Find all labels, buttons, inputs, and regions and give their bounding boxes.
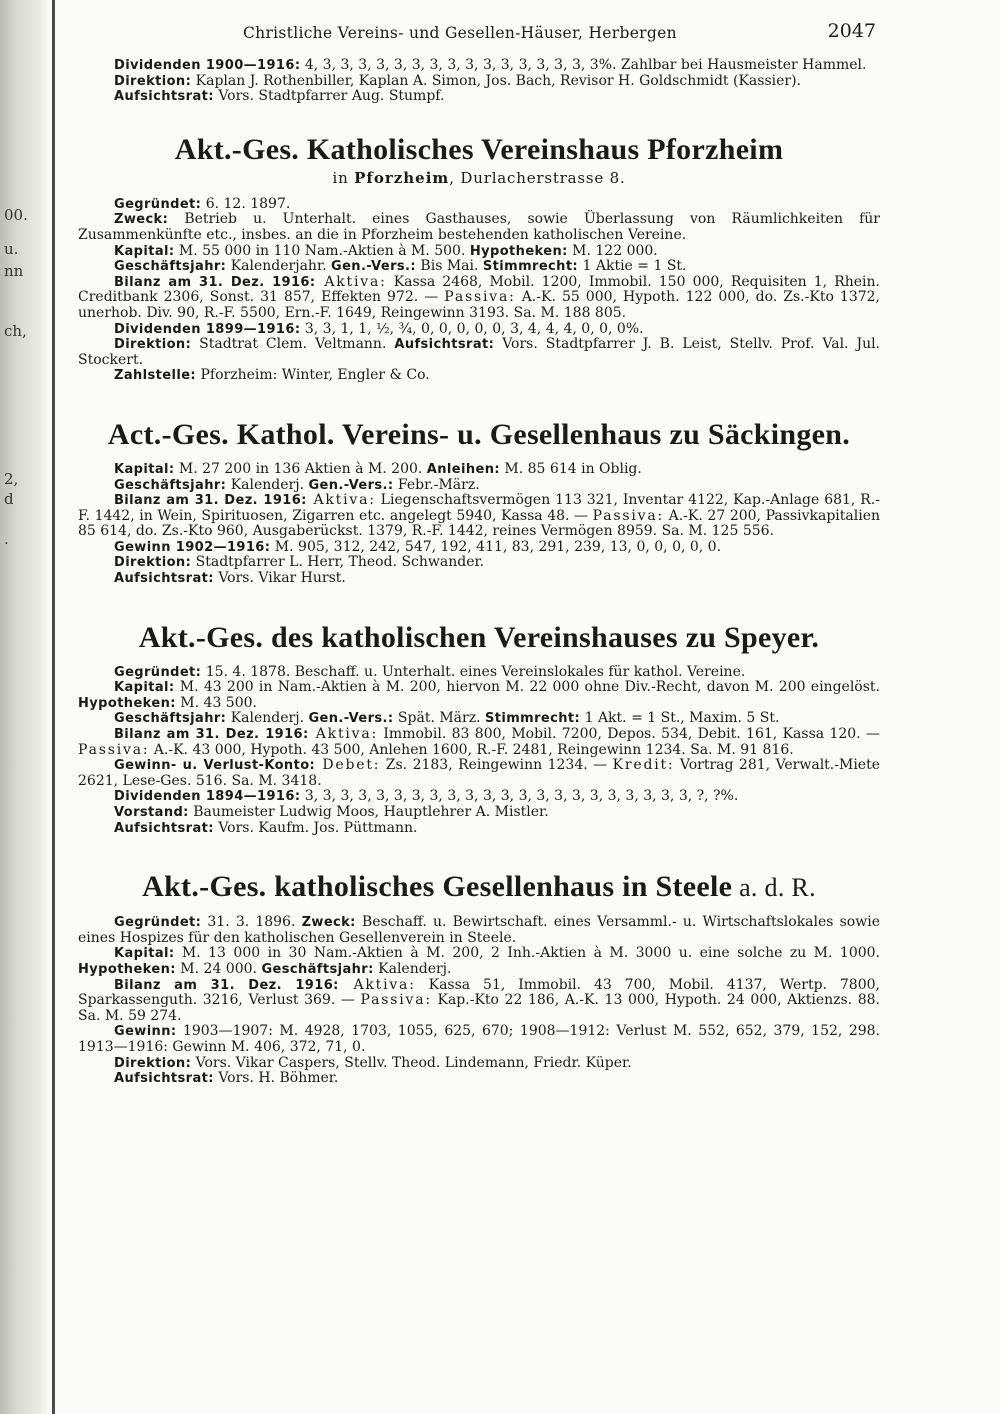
entry-line: Geschäftsjahr: Kalenderj. Gen.-Vers.: Febr.-März. — [114, 476, 480, 493]
entry-line: Kapital: M. 55 000 in 110 Nam.-Aktien à M. 500. Hypotheken: M. 122 000. — [114, 242, 658, 259]
entry-speyer — [78, 621, 880, 837]
binding-line — [52, 0, 55, 1414]
margin-fragment: d — [4, 490, 14, 508]
entry-title: Akt.-Ges. des katholischen Vereinshauses zu Speyer. — [138, 620, 820, 654]
margin-fragment: 2, — [4, 470, 19, 488]
entry-line: Bilanz am 31. Dez. 1916: Aktiva: Kassa 51, Immobil. 43 700, Mobil. 4137, Wertp. 7800, Sparkassenguth. 3216, Verlust 369. — Passiva: Kap.-Kto 22 186, A.-K. 13 000, Hypoth. 24 000, Aktienzs. 88. Sa. M. 59 274. — [78, 976, 880, 1024]
entry-saeckingen — [78, 418, 880, 587]
running-header — [78, 18, 880, 50]
entry-line: Dividenden 1900—1916: 4, 3, 3, 3, 3, 3, 3, 3, 3, 3, 3, 3, 3, 3, 3, 3, 3%. Zahlbar bei Hausmeister Hammel. — [114, 57, 867, 73]
entry-title: Act.-Ges. Kathol. Vereins- u. Gesellenhaus zu Säckingen. — [107, 417, 851, 451]
entry-line: Aufsichtsrat: Vors. Kaufm. Jos. Püttmann. — [114, 819, 418, 836]
entry-line: Gewinn- u. Verlust-Konto: Debet: Zs. 2183, Reingewinn 1234. — Kredit: Vortrag 281, Verwalt.-Miete 2621, Lese-Ges. 516. Sa. M. 3418. — [78, 757, 880, 789]
entry-line: Direktion: Vors. Vikar Caspers, Stellv. Theod. Lindemann, Friedr. Küper. — [114, 1054, 632, 1071]
margin-fragment: 00. — [4, 206, 28, 224]
margin-fragment: ch, — [4, 322, 27, 340]
entry-line: Bilanz am 31. Dez. 1916: Aktiva: Immobil. 83 800, Mobil. 7200, Depos. 534, Debit. 161, Kassa 120. — Passiva: A.-K. 43 000, Hypoth. 43 500, Anlehen 1600, R.-F. 2481, Reingewinn 1234. Sa. M. 91 816. — [78, 726, 880, 758]
running-title: Christliche Vereins- und Gesellen-Häuser, Herbergen — [243, 24, 677, 42]
entry-line: Vorstand: Baumeister Ludwig Moos, Hauptlehrer A. Mistler. — [114, 804, 549, 820]
entry-line: Zweck: Betrieb u. Unterhalt. eines Gasthauses, sowie Überlassung von Räumlichkeiten für Zusammenkünfte etc., insbes. an die in Pforzheim bestehenden katholischen Vereine. — [78, 211, 880, 243]
entry-line: Dividenden 1899—1916: 3, 3, 1, 1, ½, ¾, 0, 0, 0, 0, 0, 3, 4, 4, 4, 0, 0, 0%. — [114, 320, 644, 337]
entry-line: Direktion: Kaplan J. Rothenbiller, Kaplan A. Simon, Jos. Bach, Revisor H. Goldschmidt (Kassier). — [114, 72, 802, 89]
margin-fragment: nn — [4, 262, 24, 280]
page-number: 2047 — [827, 20, 876, 42]
entry-line: Zahlstelle: Pforzheim: Winter, Engler & Co. — [114, 367, 430, 384]
margin-fragment: . — [4, 530, 9, 548]
entry-line: Bilanz am 31. Dez. 1916: Aktiva: Liegenschaftsvermögen 113 321, Inventar 4122, Kap.-Anlage 681, R.-F. 1442, in Wein, Spirituosen, Zigarren etc. angelegt 5940, Kassa 48. — Passiva: A.-K. 27 200, Passivkapitalien 85 614, do. Zs.-Kto 960, Ausgaberückst. 1379, R.-F. 1442, reines Vermögen 8959. Sa. M. 125 556. — [78, 492, 880, 540]
entry-line: Gegründet: 6. 12. 1897. — [114, 195, 291, 212]
entry-line: Gegründet: 15. 4. 1878. Beschaff. u. Unterhalt. eines Vereinslokales für kathol. Vereine. — [114, 663, 746, 680]
entry-line: Aufsichtsrat: Vors. Stadtpfarrer Aug. Stumpf. — [114, 88, 445, 105]
entry-line: Direktion: Stadtpfarrer L. Herr, Theod. Schwander. — [114, 554, 485, 571]
entry-title: Akt.-Ges. katholisches Gesellenhaus in Steele a. d. R. — [142, 870, 816, 904]
entry-line: Aufsichtsrat: Vors. H. Böhmer. — [114, 1070, 339, 1087]
entry-pforzheim — [78, 133, 880, 384]
entry-line: Geschäftsjahr: Kalenderj. Gen.-Vers.: Spät. März. Stimmrecht: 1 Akt. = 1 St., Maxim. 5 St. — [114, 710, 780, 727]
entry-line: Aufsichtsrat: Vors. Vikar Hurst. — [114, 570, 346, 587]
entry-line: Dividenden 1894—1916: 3, 3, 3, 3, 3, 3, 3, 3, 3, 3, 3, 3, 3, 3, 3, 3, 3, 3, 3, 3, 3, 3, ?, ?%. — [114, 788, 739, 805]
entry-continuation — [78, 58, 880, 105]
entry-line: Gegründet: 31. 3. 1896. Zweck: Beschaff. u. Bewirtschaft. eines Versamml.- u. Wirtschaftslokales sowie eines Hospizes für den katholischen Gesellenverein in Steele. — [78, 914, 880, 946]
entry-steele — [78, 870, 880, 1087]
entry-subtitle: in Pforzheim, Durlacherstrasse 8. — [332, 168, 626, 187]
entry-line: Kapital: M. 27 200 in 136 Aktien à M. 200. Anleihen: M. 85 614 in Oblig. — [114, 460, 642, 477]
margin-fragment: u. — [4, 240, 19, 258]
entry-line: Gewinn 1902—1916: M. 905, 312, 242, 547, 192, 411, 83, 291, 239, 13, 0, 0, 0, 0, 0. — [114, 538, 722, 555]
entry-line: Bilanz am 31. Dez. 1916: Aktiva: Kassa 2468, Mobil. 1200, Immobil. 150 000, Requisiten 1, Rhein. Creditbank 2306, Sonst. 31 857, Effekten 972. — Passiva: A.-K. 55 000, Hypoth. 122 000, do. Zs.-Kto 1372, unerhob. Div. 90, R.-F. 5500, Ern.-F. 1649, Reingewinn 3193. Sa. M. 188 805. — [78, 273, 880, 321]
entry-line: Direktion: Stadtrat Clem. Veltmann. Aufsichtsrat: Vors. Stadtpfarrer J. B. Leist, Stellv. Prof. Val. Jul. Stockert. — [78, 336, 881, 368]
entry-title: Akt.-Ges. Katholisches Vereinshaus Pforzheim — [174, 132, 784, 166]
entry-line: Kapital: M. 43 200 in Nam.-Aktien à M. 200, hiervon M. 22 000 ohne Div.-Recht, davon M. 200 eingelöst. Hypotheken: M. 43 500. — [78, 679, 880, 711]
entry-line: Gewinn: 1903—1907: M. 4928, 1703, 1055, 625, 670; 1908—1912: Verlust M. 552, 652, 379, 152, 298. 1913—1916: Gewinn M. 406, 372, 71, 0. — [78, 1023, 880, 1055]
entry-line: Geschäftsjahr: Kalenderjahr. Gen.-Vers.: Bis Mai. Stimmrecht: 1 Aktie = 1 St. — [114, 258, 687, 275]
entry-line: Kapital: M. 13 000 in 30 Nam.-Aktien à M. 200, 2 Inh.-Aktien à M. 3000 u. eine solche zu M. 1000. Hypotheken: M. 24 000. Geschäftsjahr: Kalenderj. — [78, 945, 880, 977]
page-content — [78, 18, 880, 1087]
